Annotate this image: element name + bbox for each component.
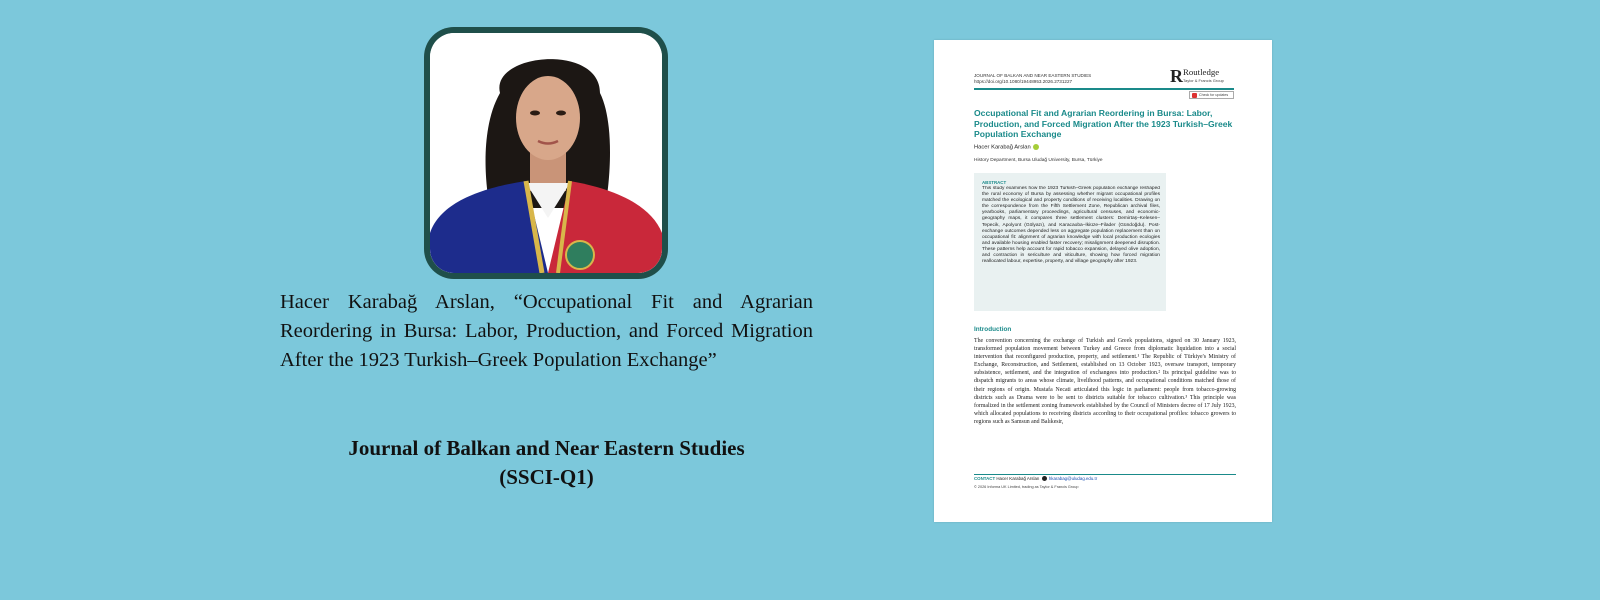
publisher-name: Routledge [1183,67,1220,77]
intro-text: The convention concerning the exchange of Turkish and Greek populations, signed on 30 January 1923, transformed population movement between Turkey and Greece from diplomatic liquidation into a social intervention that reconfigured production, property, and settlement.¹ The Republic of Türkiye's Ministry of Exchange, Reconstruction, and Settlement, established on 13 October 1923, oversaw transport, temporary subsistence, settlement, and the integration of exchangees into production.² Its principal guideline was to dispatch migrants to areas whose climate, livelihood patterns, and occupational conditions matched those of their regions of origin. Mustafa Necati articulated this logic in parliament: people from tobacco-growing districts such as Drama were to be sent to districts suitable for tobacco cultivation.³ This principle was formalized in the settlement zoning framework established by the Council of Ministers decree of 17 July 1923, which allocated populations to receiving districts according to their occupational profiles: tobacco growers to regions such as Samsun and Balıkesir, [974,338,1236,425]
portrait-photo [430,33,662,273]
contact-email[interactable]: hkarabag@uludag.edu.tr [1048,476,1098,481]
check-updates-label: Check for updates [1199,93,1229,97]
post-caption: Hacer Karabağ Arslan, “Occupational Fit and Agrarian Reordering in Bursa: Labor, Production, and Forced Migration After the 1923 Turkish–Greek Population Exchange” [280,291,813,371]
abstract-heading: ABSTRACT [982,180,1007,185]
journal-name: Journal of Balkan and Near Eastern Studies [348,436,745,460]
header-rule [974,88,1234,90]
abstract-box [974,173,1166,311]
journal-name-block [280,434,813,492]
paper-header [974,73,1091,85]
orcid-icon[interactable] [1033,144,1039,150]
journal-line: JOURNAL OF BALKAN AND NEAR EASTERN STUDIES [974,73,1092,78]
paper-first-page [934,40,1272,522]
index-badge: (SSCI-Q1) [499,465,594,489]
update-icon [1192,93,1197,98]
author-portrait [424,27,668,279]
footer-rule [974,474,1236,475]
paper-affiliation: History Department, Bursa Uludağ University, Bursa, Türkiye [974,158,1103,163]
contact-name: Hacer Karabağ Arslan [996,476,1040,481]
paper-title: Occupational Fit and Agrarian Reordering in Bursa: Labor, Production, and Forced Migration After the 1923 Turkish–Greek Population Exchange [974,108,1233,139]
paper-author [974,144,1039,151]
routledge-mark-icon: R [1170,66,1183,86]
contact-line [974,476,1097,481]
contact-label: CONTACT [974,476,996,481]
doi-line: https://doi.org/10.1080/19448953.2026.2731227 [974,79,1073,84]
copyright-line: © 2026 Informa UK Limited, trading as Taylor & Francis Group [974,485,1079,489]
mail-icon [1042,476,1047,481]
intro-heading: Introduction [974,326,1012,333]
publisher-logo [1170,67,1234,87]
author-name: Hacer Karabağ Arslan [974,144,1031,151]
abstract-text: This study examines how the 1923 Turkish–Greek population exchange reshaped the rural economy of Bursa by assessing whether migrant occupational profiles matched the ecological and property conditions of receiving localities. Drawing on the correspondence from the Fifth Settlement Zone, Republican archival files, yearbooks, parliamentary proceedings, agricultural censuses, and economic-geography maps, it compares three settlement clusters: Demirtaş–Kelesen–Tepecik, Apolyont (Gölyazı), and Karacaoba–İkiüze–Filader (Gündoğdu). Post-exchange outcomes depended less on aggregate population replacement than on occupational fit: alignment of agrarian knowledge with local production ecologies and available housing enabled faster recovery; misalignment deepened disruption. These patterns help account for rapid tobacco expansion, delayed olive adoption, and contraction in sericulture and viticulture, showing how forced migration reallocated labour, expertise, property, and village geography after 1923. [982,186,1160,265]
check-updates-button[interactable] [1189,91,1234,99]
person-photo [430,33,662,273]
publisher-sub: Taylor & Francis Group [1183,78,1224,83]
